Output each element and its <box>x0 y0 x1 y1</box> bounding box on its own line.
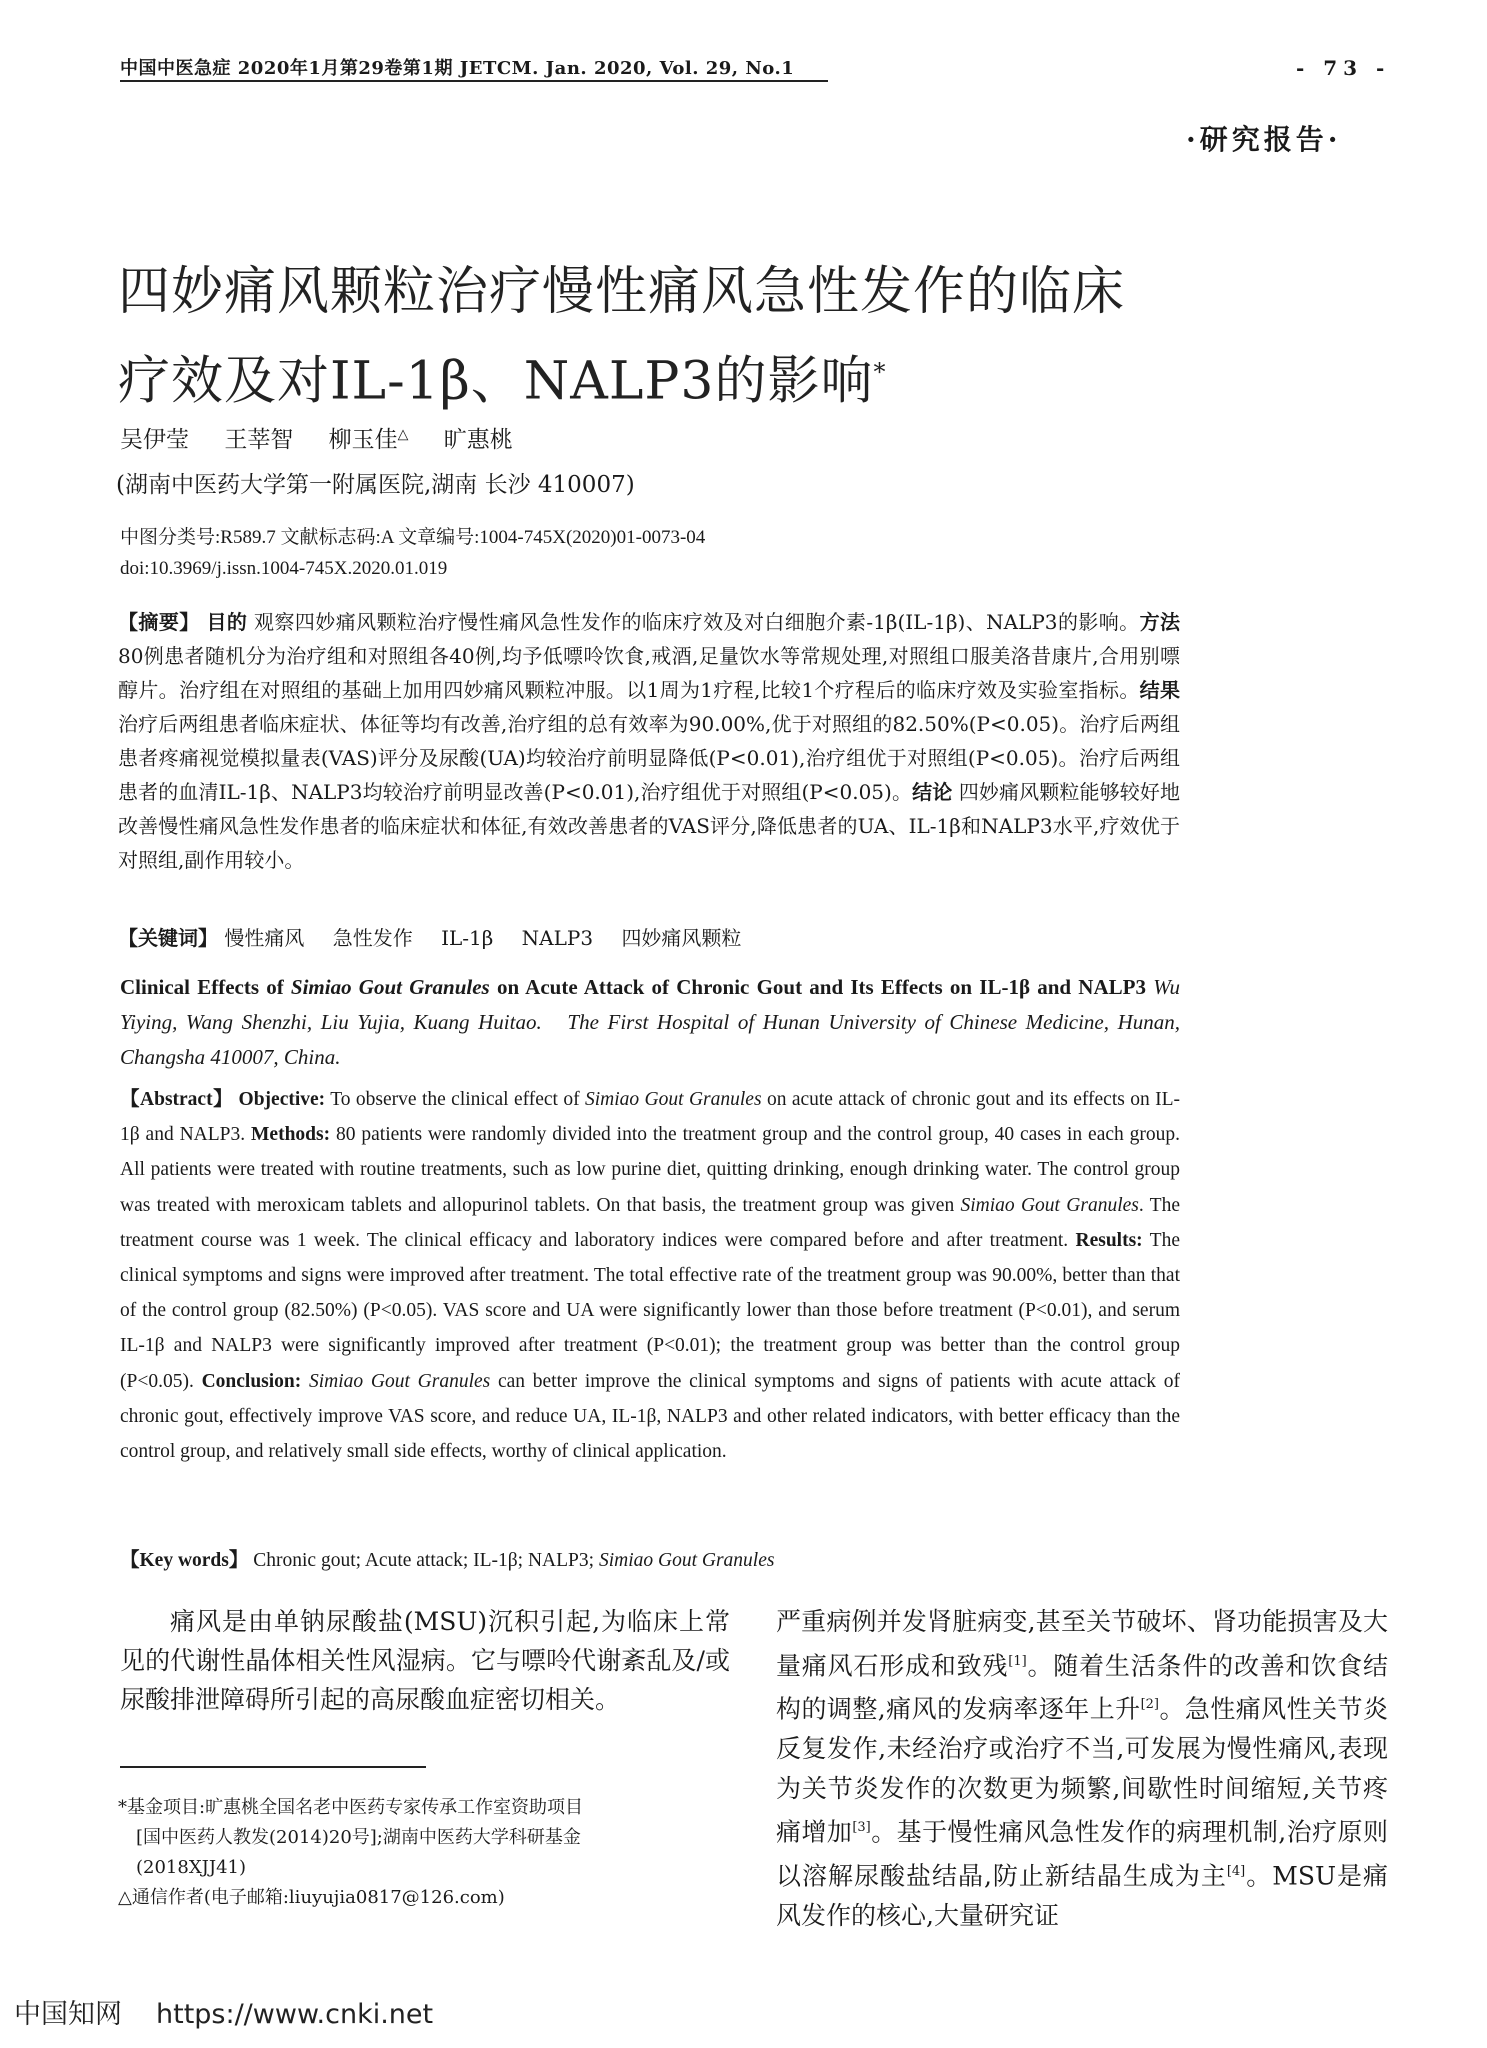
conclusion-text: 四妙痛风颗粒能够较好地改善慢性痛风急性发作患者的临床症状和体征,有效改善患者的VAS评分,降低患者的UA、IL-1β和NALP3水平,疗效优于对照组,副作用较小。 <box>118 780 1181 872</box>
keywords-label: 【关键词】 <box>118 926 218 950</box>
watermark-url[interactable]: https://www.cnki.net <box>156 1999 434 2030</box>
author-list <box>120 421 541 454</box>
watermark-site: 中国知网 <box>14 1999 122 2030</box>
citation: [3] <box>852 1820 871 1836</box>
doi-line: doi:10.3969/j.issn.1004-745X.2020.01.019 <box>120 558 448 579</box>
methods-text-en: 80 patients were randomly divided into the treatment group and the control group, 40 cases in each group. All patients were treated with routine treatments, such as low purine diet, quitting drinking, enough drinking water. The control group was treated with meroxicam tablets and allopurinol tablets. On that basis, the treatment group was given Simiao Gout Granules. The treatment course was 1 week. The clinical efficacy and laboratory indices were compared before and after treatment. <box>120 1124 1181 1251</box>
english-affiliation: The First Hospital of Hunan University of Chinese Medicine, Hunan, Changsha 410007, China. <box>120 1010 1180 1069</box>
body-text: 。基于慢性痛风急性发作的病理机制,治疗原则以溶解尿酸盐结晶,防止新结晶生成为主 <box>776 1817 1388 1891</box>
results-heading-en: Results: <box>1075 1229 1143 1251</box>
source-watermark <box>14 1992 433 2031</box>
body-text: 。随着生活条件的改善和饮食结构的调整,痛风的发病率逐年上升 <box>776 1650 1388 1724</box>
abstract-label: 【摘要】 <box>118 610 200 634</box>
abstract-label-en: 【Abstract】 <box>120 1089 234 1110</box>
fund-note: *基金项目:旷惠桃全国名老中医药专家传承工作室资助项目 <box>118 1797 584 1818</box>
title-line-1: 四妙痛风颗粒治疗慢性痛风急性发作的临床 <box>118 262 1126 322</box>
objective-heading-en: Objective: <box>238 1089 326 1110</box>
corresponding-author-note: △通信作者(电子邮箱:liuyujia0817@126.com) <box>118 1887 505 1908</box>
keywords-label-en: 【Key words】 <box>120 1550 249 1571</box>
affiliation: (湖南中医药大学第一附属医院,湖南 长沙 410007) <box>116 472 635 498</box>
objective-text: 观察四妙痛风颗粒治疗慢性痛风急性发作的临床疗效及对白细胞介素-1β(IL-1β)、NALP3的影响。 <box>254 610 1140 634</box>
fund-note: [国中医药人教发(2014)20号];湖南中医药大学科研基金 <box>136 1827 581 1848</box>
objective-text-en: To observe the clinical effect of Simiao Gout Granules on acute attack of chronic gout and its effects on IL-1β and NALP3. <box>120 1089 1181 1146</box>
body-text: 。MSU是痛风发作的核心,大量研究证 <box>776 1861 1388 1930</box>
conclusion-heading: 结论 <box>912 780 953 804</box>
methods-heading: 方法 <box>1139 610 1181 634</box>
objective-heading: 目的 <box>206 610 248 634</box>
author-name: 旷惠桃 <box>443 427 513 453</box>
keyword: 慢性痛风 <box>224 926 305 950</box>
body-text: 。急性痛风性关节炎反复发作,未经治疗或治疗不当,可发展为慢性痛风,表现为关节炎发作的次数更为频繁,间歇性时间缩短,关节疼痛增加 <box>776 1694 1388 1847</box>
methods-heading-en: Methods: <box>251 1124 331 1146</box>
citation: [2] <box>1140 1697 1160 1713</box>
citation: [4] <box>1226 1863 1246 1879</box>
corresponding-mark: △ <box>397 426 409 443</box>
footnotes <box>118 1793 738 1913</box>
english-authors: Wu Yiying, Wang Shenzhi, Liu Yujia, Kuang Huitao. <box>120 975 1181 1034</box>
article-title <box>118 252 1268 421</box>
keyword: IL-1β <box>441 926 494 950</box>
journal-header: 中国中医急症 2020年1月第29卷第1期 JETCM. Jan. 2020, Vol. 29, No.1 <box>120 58 795 79</box>
english-title-block <box>120 970 1180 1075</box>
keyword: NALP3 <box>521 926 594 950</box>
body-column-left <box>120 1602 730 1719</box>
section-tag: ·研究报告· <box>1186 123 1342 156</box>
body-text: 严重病例并发肾脏病变,甚至关节破坏、肾功能损害及大量痛风石形成和致残 <box>776 1607 1388 1680</box>
author-name: 柳玉佳△ <box>328 426 409 453</box>
conclusion-text-en: Simiao Gout Granules can better improve the clinical symptoms and signs of patients with acute attack of chronic gout, effectively improve VAS score, and reduce UA, IL-1β, NALP3 and other related indicators, with better efficacy than the control group, and relatively small side effects, worthy of clinical application. <box>120 1370 1181 1463</box>
title-line-2: 疗效及对IL-1β、NALP3的影响* <box>118 351 887 412</box>
footnote-rule <box>120 1766 426 1768</box>
fund-note: (2018XJJ41) <box>136 1857 247 1878</box>
classification-line: 中图分类号:R589.7 文献标志码:A 文章编号:1004-745X(2020)01-0073-04 <box>120 527 706 548</box>
keyword: 急性发作 <box>332 926 413 950</box>
page-number: - 73 - <box>1296 56 1391 80</box>
abstract-chinese <box>118 605 1180 877</box>
keywords-en: Chronic gout; Acute attack; IL-1β; NALP3; <box>253 1550 599 1571</box>
keywords-chinese <box>118 922 763 951</box>
results-text: 治疗后两组患者临床症状、体征等均有改善,治疗组的总有效率为90.00%,优于对照组的82.50%(P<0.05)。治疗后两组患者疼痛视觉模拟量表(VAS)评分及尿酸(UA)均较治疗前明显降低(P<0.01),治疗组优于对照组(P<0.05)。治疗后两组患者的血清IL-1β、NALP3均较治疗前明显改善(P<0.01),治疗组优于对照组(P<0.05)。 <box>118 712 1180 804</box>
english-title: Clinical Effects of Simiao Gout Granules on Acute Attack of Chronic Gout and Its Effects on IL-1β and NALP3 <box>120 975 1146 999</box>
results-text-en: The clinical symptoms and signs were improved after treatment. The total effective rate of the treatment group was 90.00%, better than that of the control group (82.50%) (P<0.05). VAS score and UA were significantly lower than those before treatment (P<0.01), and serum IL-1β and NALP3 were significantly improved after treatment (P<0.01); the treatment group was better than the control group (P<0.05). <box>120 1229 1180 1392</box>
keyword: 四妙痛风颗粒 <box>621 926 742 950</box>
results-heading: 结果 <box>1139 678 1181 702</box>
abstract-english <box>120 1082 1180 1469</box>
title-footnote-mark: * <box>873 358 887 386</box>
header-rule <box>120 80 828 82</box>
keywords-english <box>120 1544 774 1572</box>
citation: [1] <box>1008 1653 1027 1669</box>
author-name: 王莘智 <box>224 427 294 453</box>
body-paragraph: 痛风是由单钠尿酸盐(MSU)沉积引起,为临床上常见的代谢性晶体相关性风湿病。它与嘌呤代谢紊乱及/或尿酸排泄障碍所引起的高尿酸血症密切相关。 <box>120 1607 730 1714</box>
conclusion-heading-en: Conclusion: <box>201 1370 302 1392</box>
methods-text: 80例患者随机分为治疗组和对照组各40例,均予低嘌呤饮食,戒酒,足量饮水等常规处理,对照组口服美洛昔康片,合用别嘌醇片。治疗组在对照组的基础上加用四妙痛风颗粒冲服。以1周为1疗程,比较1个疗程后的临床疗效及实验室指标。 <box>118 644 1180 702</box>
author-name: 吴伊莹 <box>120 427 189 453</box>
keyword-italic: Simiao Gout Granules <box>598 1550 775 1571</box>
body-column-right <box>776 1602 1388 1935</box>
